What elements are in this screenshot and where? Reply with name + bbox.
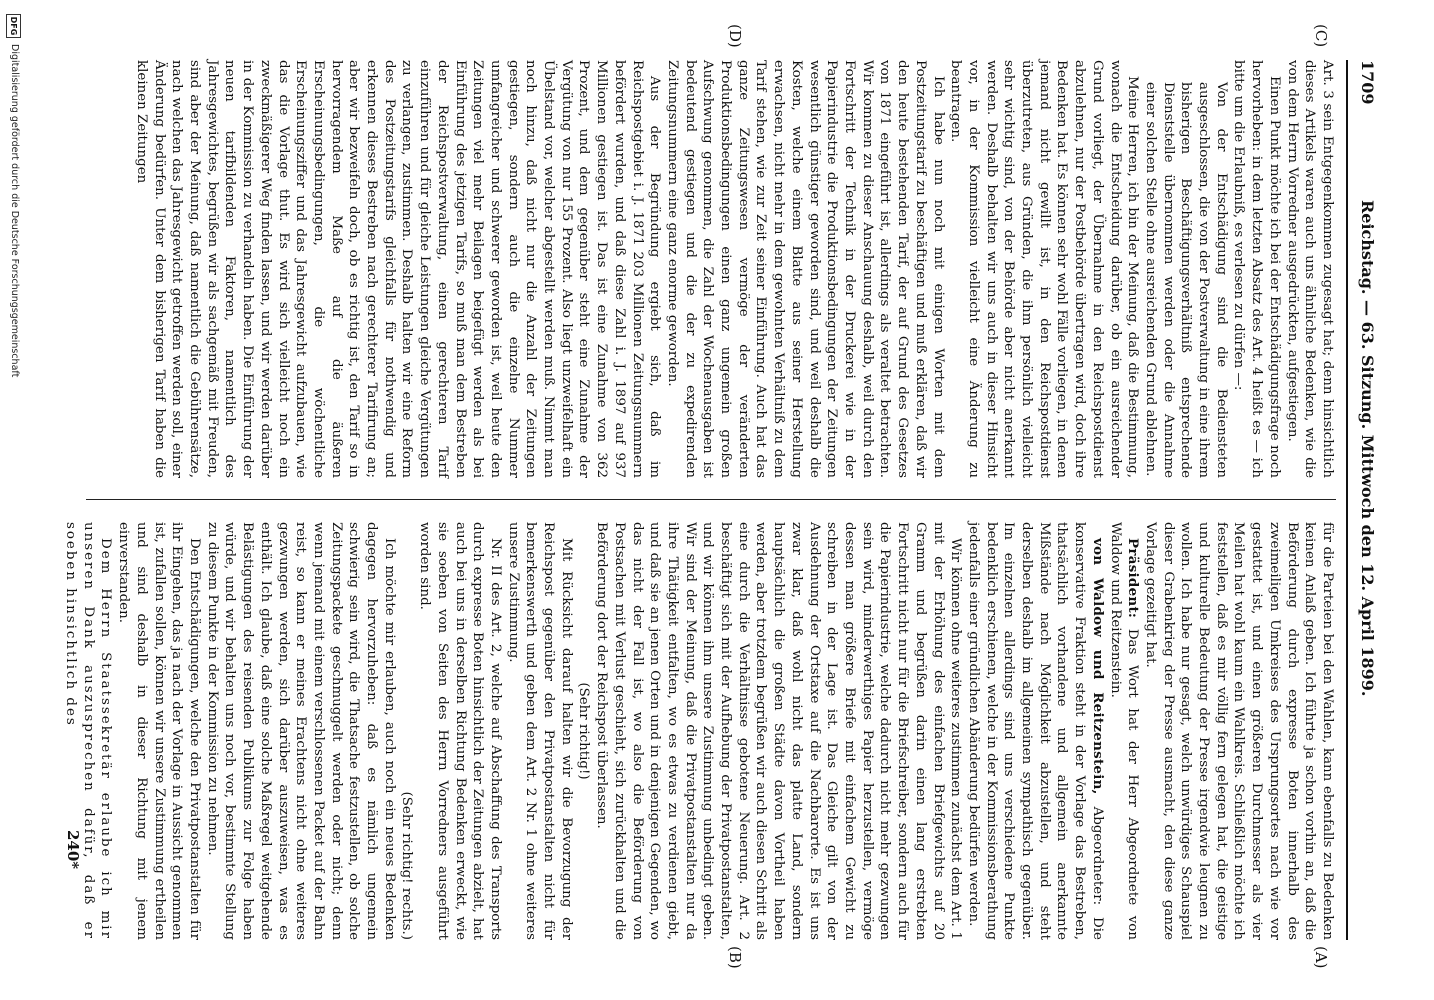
paragraph: Wir können ohne weiteres zustimmen zunächst dem Art. 1 mit der Erhöhung des einfachen Briefgewichts auf 20 Gramm und begrüßen darin einen lang erstrebten Fortschritt nicht nur für die Briefschreiber, sondern auch für die Papierindustrie, welche dadurch nicht mehr gezwungen sein wird, minderwerthiges Papier herzustellen, vermöge dessen man größere Briefe mit einfachem Gewicht zu schreiben in der Lage ist. Das Gleiche gilt von der Ausdehnung der Ortstaxe auf die Nachbarorte. Es ist uns zwar klar, daß wohl nicht das platte Land, sondern hauptsächlich die großen Städte davon Vortheil haben werden, aber trotzdem begrüßen wir auch diesen Schritt als eine durch die Verhältnisse gebotene Neuerung. Art. 2 beschäftigt sich mit der Aufhebung der Privatpostanstalten, und wir können ihm unsere Zustimmung unbedingt geben. Wir sind der Meinung, daß die Privatpostanstalten nur da ihre Thätigkeit entfalten, wo es etwas zu verdienen giebt, und daß sie an jenen Orten und in denjenigen Gegenden, wo das nicht der Fall ist, wo also die Beförderung von Postsachen mit Verlust geschieht, sich zurückhalten und die Beförderung dort der Reichspost überlassen. bbox=[594, 522, 964, 940]
footer-text: Digitalisierung gefördert durch die Deutsche Forschungsgemeinschaft bbox=[9, 44, 20, 378]
quoted-paragraph: Von der Entschädigung sind die Bediensteten ausgeschlossen, die von der Postverwaltung in eine ihrem bisherigen Beschäftigungsverhältniß entsprechende Dienststelle übernommen werden oder die Annahme einer solchen Stelle ohne ausreichenden Grund ablehnen. bbox=[1142, 82, 1229, 478]
signature-mark: 240* bbox=[64, 830, 82, 870]
margin-marker-c: (C) bbox=[1312, 24, 1330, 48]
speaker-name: von Waldow und Reitzenstein, bbox=[1089, 538, 1106, 795]
column-divider bbox=[86, 499, 1336, 500]
speaker-name: Präsident: bbox=[1125, 538, 1142, 619]
interjection: (Sehr richtig! rechts.) bbox=[399, 791, 415, 940]
paragraph: von Waldow und Reitzenstein, Abgeordneter: Die konservative Fraktion steht in der Vorlage das Bestreben, thatsächlich vorhandene und allgemein anerkannte Mißstände nach Möglichkeit abzustellen, und steht derselben deshalb im allgemeinen sympathisch gegenüber. Im einzelnen allerdings sind uns verschiedene Punkte bedenklich erschienen, welche in der Kommissionsberathung jedenfalls einer gründlichen Abänderung bedürfen werden. bbox=[965, 522, 1106, 940]
paragraph: Den Entschädigungen, welche den Privatpostanstalten für ihr Eingehen, das ja nach der Vorlage in Aussicht genommen ist, zufallen sollen, können wir unsere Zustimmung ertheilen und sind deshalb in dieser Richtung mit jenem einverstanden. bbox=[116, 522, 202, 940]
paragraph: Nr. II des Art. 2, welche auf Abschaffung des Transports durch expresse Boten hinsichtlich der Zeitungen abzielt, hat auch bei uns in derselben Richtung Bedenken erweckt, wie sie soeben von Seiten des Herrn Vorredners ausgeführt worden sind. bbox=[417, 522, 503, 940]
page-header bbox=[1351, 60, 1379, 940]
margin-marker-b: (B) bbox=[726, 946, 744, 969]
paragraph: Dem Herrn Staatssekretär erlaube ich mir unseren Dank auszusprechen dafür, daß er soeben hinsichtlich des bbox=[63, 522, 114, 940]
paragraph: Aus der Begründung ergiebt sich, daß im Reichspostgebiet i. J. 1871 203 Millionen Zeitungsnummern befördert wurden, und daß diese Zahl i. J. 1897 auf 937 Millionen gestiegen ist. Das ist eine Zunahme von 362 Prozent, und dem gegenüber steht eine Zunahme der Vergütung von nur 155 Prozent. Also liegt unzweifelhaft ein Übelstand vor, welcher abgestellt werden muß. Nimmt man noch hinzu, daß nicht nur die Anzahl der Zeitungen gestiegen, sondern auch die einzelne Nummer umfangreicher und schwerer geworden ist, weil heute den Zeitungen viel mehr Beilagen beigefügt werden als bei Einführung des jetzigen Tarifs, so muß man dem Bestreben der Reichspostverwaltung, einen gerechteren Tarif einzuführen und für gleiche Leistungen gleiche Vergütungen zu verlangen, zustimmen. Deshalb halten wir eine Reform des Postzeitungstarifs gleichfalls für nothwendig und erkennen dieses Bestreben nach gerechterer Tarifirung an; aber wir bezweifeln doch, ob es richtig ist, den Tarif so in hervorragendem Maße auf die äußeren Erscheinungsbedingungen, die wöchentliche Erscheinungsziffer und das Jahresgewicht aufzubauen, wie das die Vorlage thut. Es wird sich vielleicht noch ein zweckmäßigerer Weg finden lassen, und wir werden darüber in der Kommission zu verhandeln haben. Die Einführung der neuen tarifbildenden Faktoren, namentlich des Jahresgewichtes, begrüßen wir als sachgemäß mit Freuden, sind aber der Meinung, daß namentlich die Gebührensätze, nach welchen das Jahresgewicht getroffen werden soll, einer Änderung bedürfen. Unter dem bisherigen Tarif haben die kleinen Zeitungen bbox=[133, 60, 663, 478]
header-rule bbox=[1346, 60, 1348, 940]
dfg-logo: DFG bbox=[6, 14, 21, 38]
paragraph: Meine Herren, ich bin der Meinung, daß die Bestimmung, wonach die Entscheidung darüber, ob ein ausreichender Grund vorliegt, der Übernahme in den Reichspostdienst abzulehnen, nur der Postbehörde übertragen wird, doch ihre Bedenken hat. Es können sehr wohl Fälle vorliegen, in denen jemand nicht gewillt ist, in den Reichspostdienst überzutreten, aus Gründen, die ihm persönlich vielleicht sehr wichtig sind, von der Behörde aber nicht anerkannt werden. Deshalb behalten wir uns auch in dieser Hinsicht vor, in der Kommission vielleicht eine Änderung zu beantragen. bbox=[948, 60, 1141, 478]
paragraph: Einen Punkt möchte ich bei der Entschädigungsfrage noch hervorheben: in dem letzten Absatz des Art. 4 heißt es — ich bitte um die Erlaubniß, es verlesen zu dürfen —: bbox=[1231, 60, 1282, 478]
left-column bbox=[76, 60, 1336, 478]
paragraph: für die Parteien bei den Wahlen, kann ebenfalls zu Bedenken keinen Anlaß geben. Ich führte ja schon vorhin an, daß die Beförderung durch expresse Boten innerhalb des zweimeiligen Umkreises des Ursprungsortes nach wie vor gestattet ist, und einen größeren Durchmesser als vier Meilen hat wohl kaum ein Wahlkreis. Schließlich möchte ich feststellen, daß es mir völlig fern gelegen hat, die geistige und kulturelle Bedeutung der Presse irgendwie leugnen zu wollen. Ich habe nur gesagt, welch unwürdiges Schauspiel dieser Grabenkrieg der Presse ausmacht, den diese ganze Vorlage gezeitigt hat. bbox=[1142, 522, 1335, 940]
digitization-footer bbox=[4, 0, 22, 1000]
margin-marker-d: (D) bbox=[726, 24, 744, 48]
paragraph: Art. 3 sein Entgegenkommen zugesagt hat; denn hinsichtlich dieses Artikels waren auch uns ähnliche Bedenken, wie die von dem Herrn Vorredner ausgedrückten, aufgestiegen. bbox=[1284, 60, 1335, 478]
paragraph: Präsident: Das Wort hat der Herr Abgeordnete von Waldow und Reitzenstein. bbox=[1107, 522, 1142, 940]
page-number: 1709 bbox=[1358, 60, 1377, 105]
paragraph: Ich möchte mir erlauben, auch noch ein neues Bedenken dagegen hervorzuheben: daß es nämlich ungemein schwierig sein wird, die Thatsache festzustellen, ob solche Zeitungspackete geschmuggelt werden oder nicht; denn wenn jemand mit einem verschlossenen Packet auf der Bahn reist, so kann er meines Erachtens nicht ohne weiteres gezwungen werden, sich darüber auszuweisen, was es enthält. Ich glaube, daß eine solche Maßregel weitgehende Belästigungen des reisenden Publikums zur Folge haben würde, und wir behalten uns noch vor, bestimmte Stellung zu diesem Punkte in der Kommission zu nehmen. bbox=[204, 522, 397, 940]
paragraph: Mit Rücksicht darauf halten wir die Bevorzugung der Reichspost gegenüber den Privatpostanstalten nicht für bemerkenswerth und geben dem Art. 2 Nr. 1 ohne weiteres unsere Zustimmung. bbox=[505, 522, 574, 940]
interjection: (Sehr richtig!) bbox=[576, 682, 592, 780]
paragraph: Ich habe nun noch mit einigen Worten mit dem Postzeitungstarif zu beschäftigen und muß erklären, daß wir den heute bestehenden Tarif, der auf Grund des Gesetzes von 1871 eingeführt ist, allerdings als veraltet betrachten. Wir kommen zu dieser Anschauung deshalb, weil durch den Fortschritt der Technik in der Druckerei wie in der Papierindustrie die Produktionsbedingungen der Zeitungen wesentlich günstiger geworden sind, und weil deshalb die Kosten, welche einem Blatte aus seiner Herstellung erwachsen, nicht mehr in dem gewohnten Verhältniß zu dem Tarif stehen, wie zur Zeit seiner Einführung. Auch hat das ganze Zeitungswesen vermöge der veränderten Produktionsbedingungen einen ganz ungemein großen Aufschwung genommen, die Zahl der Wochenausgaben ist bedeutend gestiegen und die der zu expedirenden Zeitungsnummern eine ganz enorme geworden. bbox=[664, 60, 946, 478]
page-header-title: Reichstag. — 63. Sitzung. Mittwoch den 12. April 1899. bbox=[1358, 200, 1377, 697]
margin-marker-a: (A) bbox=[1312, 946, 1330, 969]
